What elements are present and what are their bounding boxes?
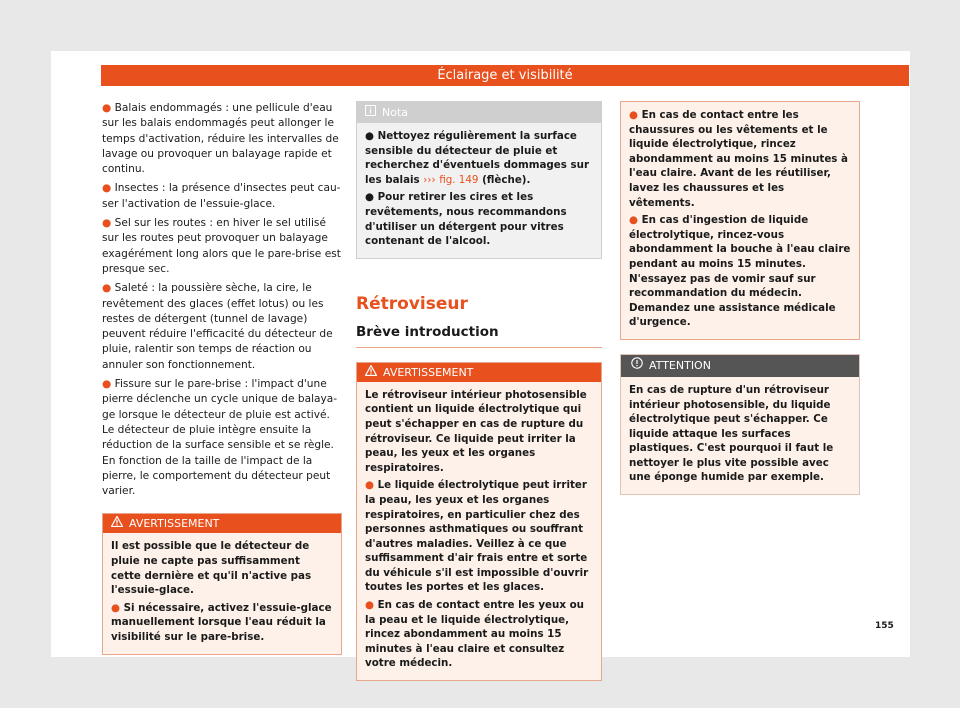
list-item	[629, 108, 851, 210]
column-3	[620, 101, 860, 495]
list-item-text: Insectes : la présence d'insectes peut causer l'activation de l'essuie-glace.	[102, 182, 341, 210]
warning-box	[102, 513, 342, 654]
figure-link[interactable]: fig. 149	[439, 173, 479, 186]
attention-body	[621, 377, 859, 494]
list-item-text: Sel sur les routes : en hiver le sel utilisé sur les routes peut provoquer un balayage exagérément long alors que le pare-brise est presque sec.	[102, 217, 341, 275]
list-item	[365, 598, 593, 671]
list-item-text: Saleté : la poussière sèche, la cire, le revêtement des glaces (effet lotus) ou les restes de détergent (tunnel de lavage) peuvent réduire l'efficacité du détecteur de pluie, ralentir son temps de réaction ou annuler son fonctionnement.	[102, 282, 333, 371]
warning-header	[103, 514, 341, 533]
list-item-text: En cas d'ingestion de liquide électrolytique, rincez-vous abondamment la bouche à l'eau claire pendant au moins 15 minutes. N'essayez pas de vomir sauf sur recommandation du médecin. Demandez une assistance médicale d'urgence.	[629, 214, 851, 329]
warning-box-continued	[620, 101, 860, 340]
list-item: ● Pour retirer les cires et les revêtements, nous recommandons d'utiliser un détergent pour vitres contenant de l'alcool.	[365, 191, 567, 248]
list-item-text: En cas de contact entre les chaussures ou les vêtements et le liquide électrolytique, rincez abondamment au moins 15 minutes à l'eau claire. Avant de les réutiliser, lavez les chaussures et les vêtements.	[629, 109, 848, 209]
list-item	[102, 181, 342, 212]
list-item-text: Si nécessaire, activez l'essuie-glace manuellement lorsque l'eau réduit la visibilité sur le pare-brise.	[111, 601, 332, 643]
warning-body	[621, 102, 859, 339]
list-item-suffix: (flèche).	[482, 173, 531, 186]
list-item-text: Pour retirer les cires et les revêtements, nous recommandons d'utiliser un détergent pour vitres contenant de l'alcool.	[365, 191, 567, 248]
attention-text: En cas de rupture d'un rétroviseur intérieur photosensible, du liquide électrolytique peut s'échapper. Ce liquide attaque les surfaces plastiques. C'est pourquoi il faut le nettoyer le plus vite possible avec une éponge humide par exemple.	[629, 383, 834, 484]
warning-header	[357, 363, 601, 382]
list-item	[102, 216, 342, 277]
warning-text: Il est possible que le détecteur de pluie ne capte pas suffisamment cette dernière et qu'il n'active pas l'essuie-glace.	[111, 540, 312, 597]
column-1	[102, 101, 342, 655]
list-item-text: Fissure sur le pare-brise : l'impact d'une pierre déclenche un cycle unique de balayage lorsque le détecteur de pluie est activé. Le détecteur de pluie intègre ensuite la réduction de la surface sensible et se règle. En fonction de la taille de l'impact de la pierre, le comportement du détecteur peut varier.	[102, 378, 338, 498]
warning-title: AVERTISSEMENT	[383, 365, 474, 379]
list-item-text: Balais endommagés : une pellicule d'eau sur les balais endommagés peut allonger le temps d'activation, réduire les intervalles de lavage ou provoquer un balayage rapide et continu.	[102, 102, 339, 176]
warning-text: Le rétroviseur intérieur photosensible contient un liquide électrolytique qui peut s'échapper en cas de rupture du rétroviseur. Ce liquide peut irriter la peau, les yeux et les organes respiratoires.	[365, 388, 587, 474]
attention-header	[621, 355, 859, 377]
warning-title: AVERTISSEMENT	[129, 517, 220, 531]
note-title: Nota	[382, 106, 409, 119]
list-item	[102, 101, 342, 177]
section-title: Rétroviseur	[356, 293, 468, 314]
attention-title: ATTENTION	[649, 358, 711, 372]
warning-body	[357, 382, 601, 680]
list-item-text: En cas de contact entre les yeux ou la peau et le liquide électrolytique, rincez abondamment au moins 15 minutes à l'eau claire et consultez votre médecin.	[365, 599, 584, 670]
bullet-icon: ●	[102, 102, 115, 114]
list-item	[111, 601, 333, 645]
list-item	[629, 213, 851, 330]
bullet-icon: ●	[102, 217, 115, 230]
bullet-icon: ●	[102, 182, 115, 195]
subsection-title: Brève introduction	[356, 315, 602, 348]
exclamation-circle-icon	[631, 355, 643, 377]
warning-body	[103, 533, 341, 653]
note-body	[357, 123, 601, 258]
info-icon	[365, 102, 376, 123]
list-item	[102, 281, 342, 373]
bullet-icon: ●	[365, 599, 378, 612]
bullet-icon: ●	[365, 479, 378, 492]
attention-box	[620, 354, 860, 495]
page-header: Éclairage et visibilité	[101, 65, 909, 86]
list-item	[365, 478, 593, 595]
list-item: ● Nettoyez régulièrement la surface sensible du détecteur de pluie et recherchez d'éventuels dommages sur les balais ››› fig. 149 (flèche).	[365, 130, 590, 186]
bullet-icon: ●	[629, 109, 642, 121]
bullet-icon: ●	[111, 601, 124, 614]
section-header	[356, 293, 602, 348]
list-item	[102, 377, 342, 499]
note-header	[357, 102, 601, 123]
warning-box	[356, 362, 602, 681]
warning-triangle-icon	[111, 514, 123, 533]
reference-arrows: ›››	[423, 173, 436, 186]
list-item-text: Nettoyez régulièrement la surface sensible du détecteur de pluie et recherchez d'éventuels dommages sur les balais	[365, 130, 590, 186]
list-item-text: Le liquide électrolytique peut irriter la peau, les yeux et les organes respiratoires, en particulier chez des personnes asthmatiques ou souffrant d'autres maladies. Veillez à ce que suffisamment d'air frais entre et sorte du véhicule s'il est impossible d'ouvrir toutes les portes et les glaces.	[365, 479, 589, 594]
column-2	[356, 101, 602, 681]
note-box	[356, 101, 602, 259]
bullet-icon: ●	[102, 378, 115, 391]
bullet-icon: ●	[102, 282, 115, 295]
page-number: 155	[875, 621, 894, 631]
warning-triangle-icon	[365, 363, 377, 382]
manual-page	[51, 51, 910, 670]
bullet-icon: ●	[629, 214, 642, 227]
